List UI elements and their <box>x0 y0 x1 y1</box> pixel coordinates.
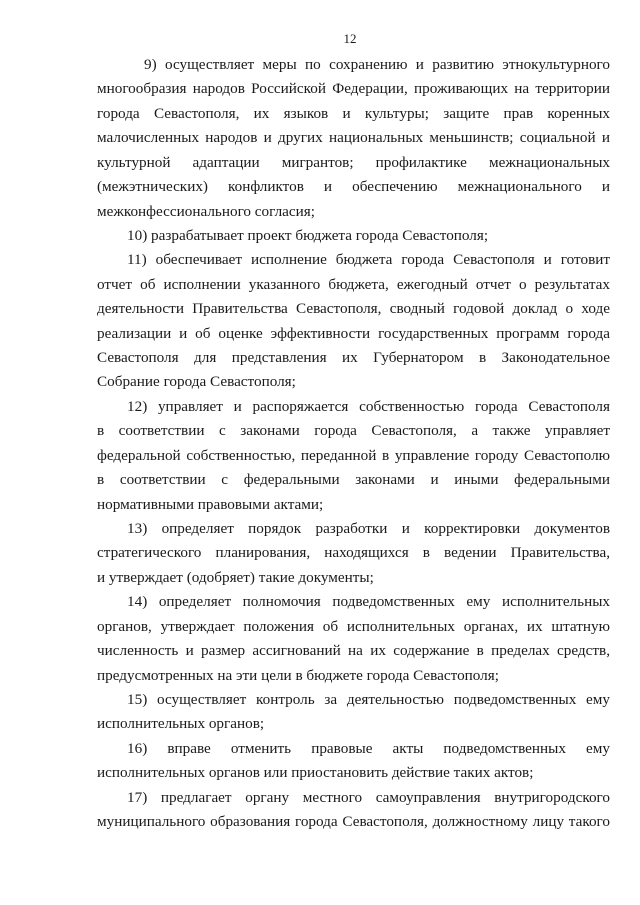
text-line: малочисленных народов и других национальных меньшинств; социальной и <box>97 129 610 147</box>
paragraph <box>97 590 610 688</box>
text-line: 9) осуществляет меры по сохранению и развитию этнокультурного <box>144 56 610 73</box>
paragraph <box>97 688 610 737</box>
paragraph <box>97 53 610 224</box>
text-line: города Севастополя, их языков и культуры; защите прав коренных <box>97 104 610 122</box>
text-line: многообразия народов Российской Федерации, проживающих на территории <box>97 80 610 98</box>
text-line: исполнительных органов или приостановить действие таких актов; <box>97 764 534 782</box>
text-line: 13) определяет порядок разработки и корректировки документов <box>127 520 610 538</box>
text-line: 15) осуществляет контроль за деятельностью подведомственных ему <box>127 690 610 708</box>
text-line: (межэтнических) конфликтов и обеспечению межнационального и <box>97 178 610 196</box>
text-line: деятельности Правительства Севастополя, сводный годовой доклад о ходе <box>97 300 610 318</box>
text-line: федеральной собственностью, переданной в управление городу Севастополю <box>97 446 610 464</box>
document-body <box>97 53 610 835</box>
text-line: в соответствии с законами города Севастополя, а также управляет <box>97 422 610 440</box>
text-line: межконфессионального согласия; <box>97 202 315 220</box>
paragraph <box>97 224 610 248</box>
text-line: предусмотренных на эти цели в бюджете города Севастополя; <box>97 666 499 684</box>
paragraph <box>97 395 610 517</box>
text-line: 17) предлагает органу местного самоуправления внутригородского <box>127 788 610 806</box>
paragraph <box>97 248 610 395</box>
text-line: 11) обеспечивает исполнение бюджета города Севастополя и готовит <box>127 251 610 269</box>
text-line: Севастополя для представления их Губернатором в Законодательное <box>97 349 610 367</box>
text-line: культурной адаптации мигрантов; профилактике межнациональных <box>97 153 610 171</box>
text-line: 12) управляет и распоряжается собственностью города Севастополя <box>127 397 610 415</box>
text-line: исполнительных органов; <box>97 715 265 733</box>
text-line: Собрание города Севастополя; <box>97 373 296 391</box>
text-line: численность и размер ассигнований на их содержание в пределах средств, <box>97 642 610 660</box>
text-line: органов, утверждает положения об исполнительных органах, их штатную <box>97 617 610 635</box>
text-line: отчет об исполнении указанного бюджета, ежегодный отчет о результатах <box>97 275 610 293</box>
page-number: 12 <box>343 31 357 46</box>
text-line: нормативными правовыми актами; <box>97 495 324 513</box>
text-line: 10) разрабатывает проект бюджета города Севастополя; <box>127 226 489 244</box>
text-line: муниципального образования города Севастополя, должностному лицу такого <box>97 813 610 831</box>
text-line: и утверждает (одобряет) такие документы; <box>97 568 374 586</box>
paragraph <box>97 517 610 590</box>
text-line: 16) вправе отменить правовые акты подведомственных ему <box>127 739 610 757</box>
paragraph <box>97 737 610 786</box>
text-line: в соответствии с федеральными законами и иными федеральными <box>97 471 610 489</box>
paragraph <box>97 786 610 835</box>
text-line: реализации и об оценке эффективности государственных программ города <box>97 324 610 342</box>
text-line: стратегического планирования, находящихся в ведении Правительства, <box>97 544 610 562</box>
text-line: 14) определяет полномочия подведомственных ему исполнительных <box>127 593 610 611</box>
